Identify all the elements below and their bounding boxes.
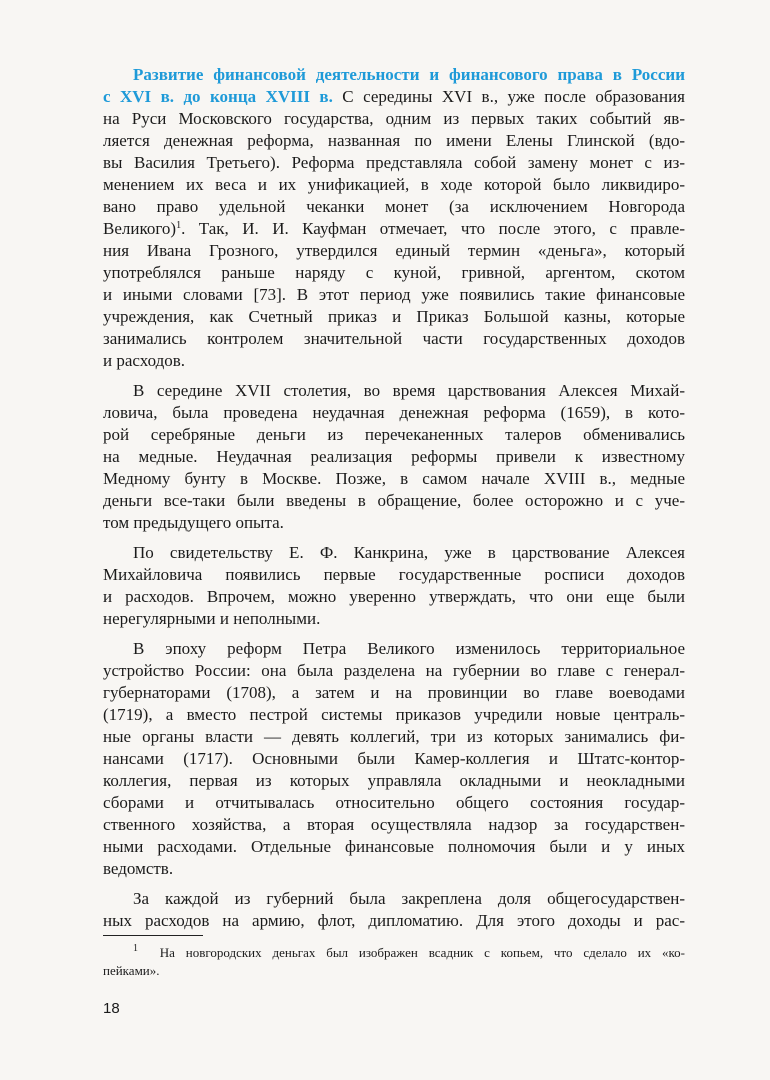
text-line: Михайловича появились первые государственные росписи доходов bbox=[103, 565, 685, 584]
text-line: ведомств. bbox=[103, 859, 174, 878]
text-line: За каждой из губерний была закреплена доля общегосударствен- bbox=[133, 889, 685, 908]
footnote-reference[interactable]: 1 bbox=[176, 220, 182, 231]
text-line: и иными словами [73]. В этот период уже появились такие финансовые bbox=[103, 285, 685, 304]
footnote bbox=[103, 944, 685, 980]
text-line: ственного хозяйства, а вторая осуществляла надзор за государствен- bbox=[103, 815, 685, 834]
text-line: ляется денежная реформа, названная по имени Елены Глинской (вдо- bbox=[103, 131, 685, 150]
section-heading-cont: с XVI в. до конца XVIII в. bbox=[103, 87, 333, 106]
text-line: Великого)$^1$. Так, И. И. Кауфман отмечает, что после этого, с правле- bbox=[103, 219, 685, 238]
text-line: сборами и отчитывалась относительно общего состояния государ- bbox=[103, 793, 685, 812]
main-text bbox=[103, 64, 685, 932]
text-line: В эпоху реформ Петра Великого изменилось территориальное bbox=[133, 639, 685, 658]
text-line bbox=[103, 64, 685, 86]
text-line: ния Ивана Грозного, утвердился единый термин «деньга», который bbox=[103, 241, 685, 260]
footnote-marker: 1 bbox=[133, 943, 138, 954]
text-line: на Руси Московского государства, одним из первых таких событий яв- bbox=[103, 109, 685, 128]
text-line: рой серебряные деньги из перечеканенных талеров обменивались bbox=[103, 425, 685, 444]
text-line: По свидетельству Е. Ф. Канкрина, уже в царствование Алексея bbox=[133, 543, 685, 562]
text-line: устройство России: она была разделена на губернии во главе с генерал- bbox=[103, 661, 685, 680]
text-line: вы Василия Третьего). Реформа представляла собой замену монет с из- bbox=[103, 153, 685, 172]
text-line: занимались контролем значительной части государственных доходов bbox=[103, 329, 685, 348]
text-line: вано право удельной чеканки монет (за исключением Новгорода bbox=[103, 197, 685, 216]
text-line: деньги все-таки были введены в обращение, более осторожно и с уче- bbox=[103, 491, 685, 510]
text-line: нерегулярными и неполными. bbox=[103, 609, 321, 628]
text-line: Медному бунту в Москве. Позже, в самом начале XVIII в., медные bbox=[103, 469, 685, 488]
text-line: том предыдущего опыта. bbox=[103, 513, 284, 532]
text-line: коллегия, первая из которых управляла окладными и неокладными bbox=[103, 771, 685, 790]
text-line: употреблялся раньше наряду с куной, гривной, аргентом, скотом bbox=[103, 263, 685, 282]
footnote-line: $^1$ На новгородских деньгах был изображен всадник с копьем, что сделало их «ко- bbox=[133, 943, 686, 960]
text-line: и расходов. bbox=[103, 351, 186, 370]
text-line: менением их веса и их унификацией, в ходе которой было ликвидиро- bbox=[103, 175, 685, 194]
text-line: (1719), а вместо пестрой системы приказов учредили новые централь- bbox=[103, 705, 685, 724]
text-line: ловича, была проведена неудачная денежная реформа (1659), в кото- bbox=[103, 403, 685, 422]
text-line: губернаторами (1708), а затем и на провинции во главе воеводами bbox=[103, 683, 685, 702]
text-line: нансами (1717). Основными были Камер-коллегия и Штатс-контор- bbox=[103, 749, 685, 768]
text-line: и расходов. Впрочем, можно уверенно утверждать, что они еще были bbox=[103, 587, 685, 606]
footnote-divider bbox=[103, 935, 203, 936]
text-line: ных расходов на армию, флот, дипломатию. Для этого доходы и рас- bbox=[103, 911, 685, 930]
text-line: с XVI в. до конца XVIII в. С середины XVI в., уже после образования bbox=[103, 87, 685, 106]
text-line: ные органы власти — девять коллегий, три из которых занимались фи- bbox=[103, 727, 685, 746]
text-line: В середине XVII столетия, во время царствования Алексея Михай- bbox=[133, 381, 685, 400]
text-line: учреждения, как Счетный приказ и Приказ Большой казны, которые bbox=[103, 307, 685, 326]
text-line: на медные. Неудачная реализация реформы привели к известному bbox=[103, 447, 685, 466]
footnote-line: пейками». bbox=[103, 963, 160, 978]
section-heading: Развитие финансовой деятельности и финансового права в России bbox=[133, 65, 685, 84]
page-number: 18 bbox=[103, 1000, 120, 1017]
text-line: ными расходами. Отдельные финансовые полномочия были и у иных bbox=[103, 837, 685, 856]
